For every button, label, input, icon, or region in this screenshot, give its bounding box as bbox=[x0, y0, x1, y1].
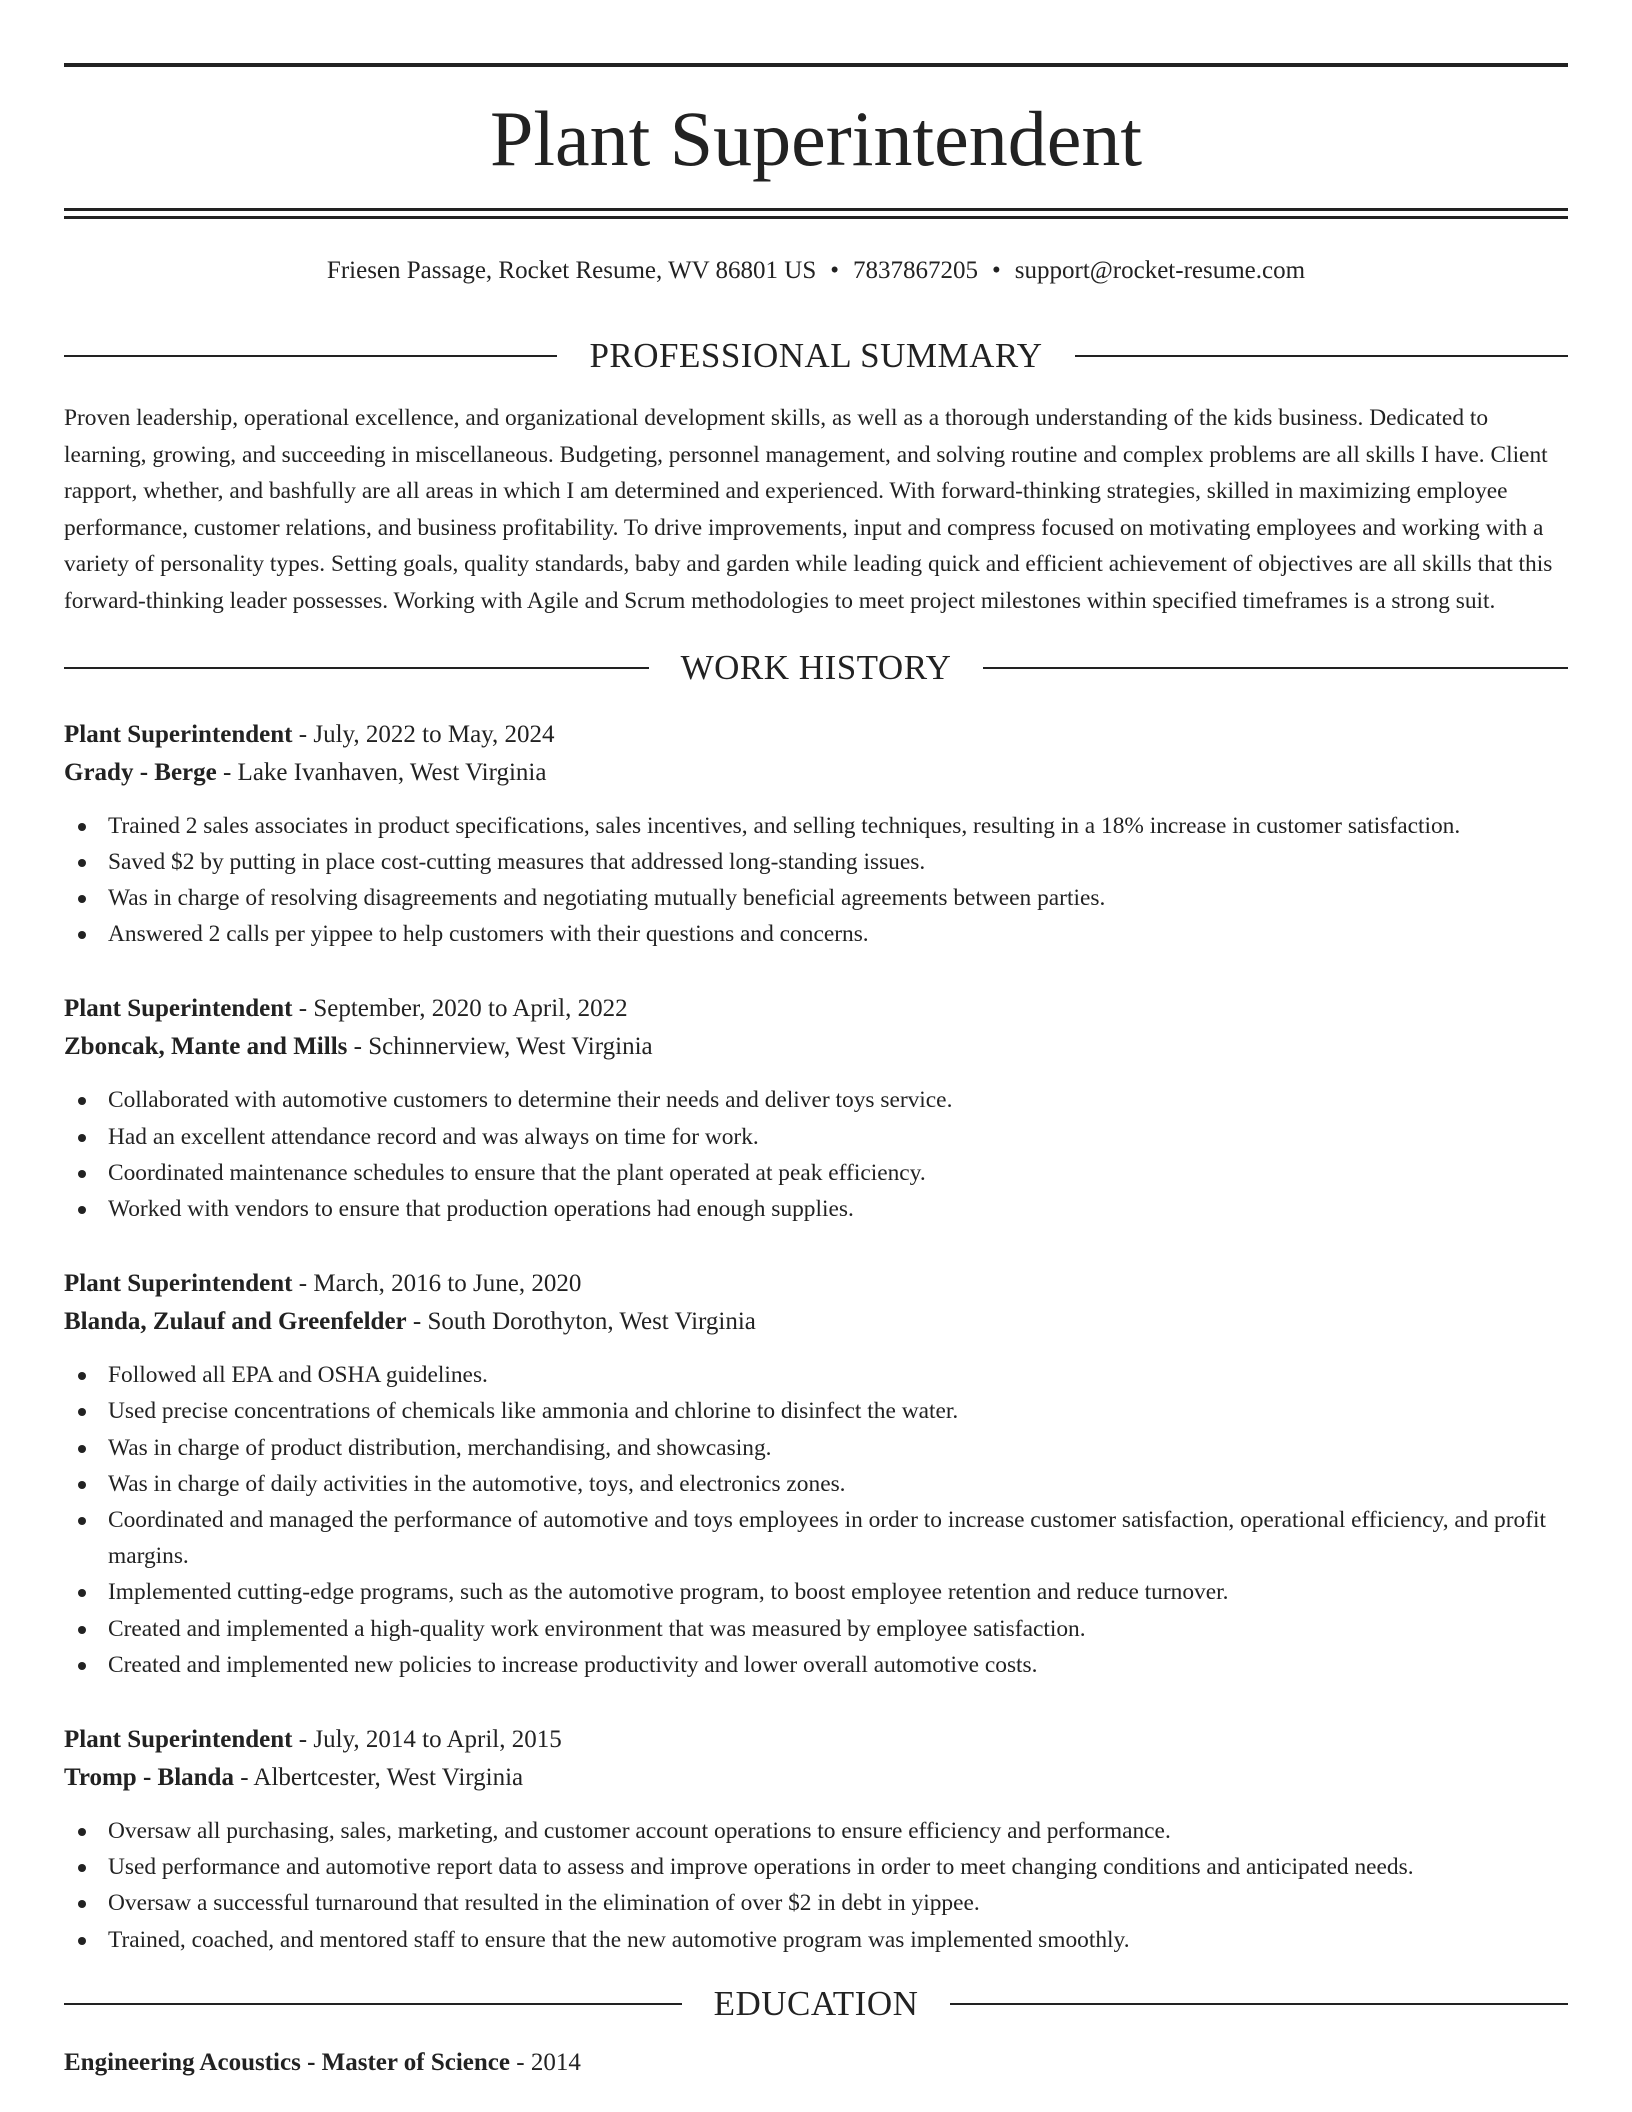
job-bullet bbox=[64, 1119, 1568, 1155]
job-bullet bbox=[64, 1574, 1568, 1610]
education-year: - 2014 bbox=[510, 2048, 581, 2076]
summary-section-heading bbox=[64, 330, 1568, 382]
job-bullet bbox=[64, 1466, 1568, 1502]
job-bullet bbox=[64, 1357, 1568, 1393]
job-location: - South Dorothyton, West Virginia bbox=[406, 1308, 756, 1336]
job-bullet-text: Coordinated maintenance schedules to ensure that the plant operated at peak efficiency. bbox=[108, 1159, 926, 1186]
job-bullet-text: Was in charge of resolving disagreements and negotiating mutually beneficial agreements between parties. bbox=[108, 884, 1106, 911]
resume-body bbox=[64, 330, 1568, 2082]
contact-phone: 7837867205 bbox=[853, 257, 978, 284]
job-bullet bbox=[64, 1922, 1568, 1958]
bullet-dot bbox=[78, 895, 86, 903]
job-bullet-text: Used precise concentrations of chemicals like ammonia and chlorine to disinfect the water. bbox=[108, 1398, 959, 1425]
job-company: Zboncak, Mante and Mills bbox=[64, 1033, 348, 1061]
job-list bbox=[64, 716, 1568, 1958]
heading-rule-left bbox=[64, 355, 557, 357]
bullet-dot bbox=[78, 1589, 86, 1597]
header-double-rule-lower bbox=[64, 216, 1568, 219]
job-bullet bbox=[64, 1082, 1568, 1118]
job-location: - Schinnerview, West Virginia bbox=[347, 1033, 653, 1061]
job-bullet bbox=[64, 1502, 1568, 1574]
bullet-dot bbox=[78, 859, 86, 867]
bullet-dot bbox=[78, 1206, 86, 1214]
job-bullet bbox=[64, 1155, 1568, 1191]
job-title: Plant Superintendent bbox=[64, 995, 293, 1023]
job-dates: - July, 2014 to April, 2015 bbox=[292, 1726, 562, 1754]
job-bullet bbox=[64, 1611, 1568, 1647]
bullet-dot bbox=[78, 1170, 86, 1178]
heading-rule-left bbox=[64, 667, 649, 669]
job-bullet-text: Answered 2 calls per yippee to help customers with their questions and concerns. bbox=[108, 921, 869, 948]
education-section-heading bbox=[64, 1978, 1568, 2030]
bullet-dot bbox=[78, 1517, 86, 1525]
bullet-dot bbox=[78, 1097, 86, 1105]
job-bullet-text: Had an excellent attendance record and was always on time for work. bbox=[108, 1123, 759, 1150]
bullet-dot bbox=[78, 1864, 86, 1872]
bullet-dot bbox=[78, 1372, 86, 1380]
education-heading-title: EDUCATION bbox=[713, 1983, 919, 2023]
bullet-dot bbox=[78, 1900, 86, 1908]
job-company: Grady - Berge bbox=[64, 758, 217, 786]
job-title-line bbox=[64, 1721, 1568, 1759]
job-title-line bbox=[64, 716, 1568, 754]
job-entry bbox=[64, 716, 1568, 953]
job-bullet-text: Trained 2 sales associates in product specifications, sales incentives, and selling techniques, resulting in a 18% increase in customer satisfaction. bbox=[108, 812, 1461, 839]
job-bullet-text: Collaborated with automotive customers to determine their needs and deliver toys service. bbox=[108, 1087, 953, 1114]
top-rule bbox=[64, 63, 1568, 67]
job-company-line bbox=[64, 754, 1568, 792]
contact-separator: • bbox=[992, 257, 1001, 284]
heading-rule-right bbox=[983, 667, 1568, 669]
job-bullet bbox=[64, 1430, 1568, 1466]
job-title-line bbox=[64, 990, 1568, 1028]
job-bullet-text: Trained, coached, and mentored staff to ensure that the new automotive program was implemented smoothly. bbox=[108, 1926, 1130, 1953]
job-bullet bbox=[64, 1647, 1568, 1683]
bullet-dot bbox=[78, 1937, 86, 1945]
job-bullet-text: Created and implemented a high-quality work environment that was measured by employee satisfaction. bbox=[108, 1615, 1086, 1642]
job-bullet bbox=[64, 1849, 1568, 1885]
job-dates: - September, 2020 to April, 2022 bbox=[292, 995, 628, 1023]
job-company-line bbox=[64, 1303, 1568, 1341]
job-bullets bbox=[64, 1357, 1568, 1683]
job-entry bbox=[64, 1721, 1568, 1958]
job-company-line bbox=[64, 1759, 1568, 1797]
job-location: - Albertcester, West Virginia bbox=[233, 1764, 524, 1792]
bullet-dot bbox=[78, 1626, 86, 1634]
job-bullets bbox=[64, 808, 1568, 953]
job-bullet-text: Used performance and automotive report data to assess and improve operations in order to meet changing conditions and anticipated needs. bbox=[108, 1854, 1414, 1881]
job-bullet-text: Worked with vendors to ensure that production operations had enough supplies. bbox=[108, 1195, 854, 1222]
work-section-heading bbox=[64, 642, 1568, 694]
job-title: Plant Superintendent bbox=[64, 720, 293, 748]
job-dates: - March, 2016 to June, 2020 bbox=[292, 1270, 582, 1298]
job-company: Blanda, Zulauf and Greenfelder bbox=[64, 1308, 407, 1336]
job-bullet bbox=[64, 808, 1568, 844]
job-bullets bbox=[64, 1082, 1568, 1227]
job-bullet-text: Saved $2 by putting in place cost-cutting measures that addressed long-standing issues. bbox=[108, 848, 926, 875]
bullet-dot bbox=[78, 1481, 86, 1489]
job-bullet bbox=[64, 1393, 1568, 1429]
job-company: Tromp - Blanda bbox=[64, 1764, 234, 1792]
job-bullet-text: Oversaw a successful turnaround that resulted in the elimination of over $2 in debt in yippee. bbox=[108, 1890, 980, 1917]
job-bullets bbox=[64, 1813, 1568, 1958]
job-bullet bbox=[64, 1191, 1568, 1227]
bullet-dot bbox=[78, 1408, 86, 1416]
bullet-dot bbox=[78, 823, 86, 831]
resume-name: Plant Superintendent bbox=[489, 95, 1143, 182]
contact-line bbox=[64, 255, 1568, 287]
education-degree: Engineering Acoustics - Master of Science bbox=[64, 2048, 510, 2076]
contact-address: Friesen Passage, Rocket Resume, WV 86801 US bbox=[326, 257, 817, 284]
job-title: Plant Superintendent bbox=[64, 1726, 293, 1754]
summary-heading-title: PROFESSIONAL SUMMARY bbox=[589, 336, 1043, 375]
job-dates: - July, 2022 to May, 2024 bbox=[292, 720, 555, 748]
job-bullet-text: Implemented cutting-edge programs, such as the automotive program, to boost employee retention and reduce turnover. bbox=[108, 1579, 1229, 1606]
header-double-rule-upper bbox=[64, 208, 1568, 211]
job-bullet bbox=[64, 1813, 1568, 1849]
job-company-line bbox=[64, 1028, 1568, 1066]
education-entry bbox=[64, 2044, 1568, 2082]
heading-rule-left bbox=[64, 2003, 682, 2005]
contact-separator: • bbox=[830, 257, 839, 284]
job-bullet-text: Oversaw all purchasing, sales, marketing, and customer account operations to ensure efficiency and performance. bbox=[108, 1818, 1171, 1845]
job-entry bbox=[64, 1265, 1568, 1683]
job-bullet-text: Followed all EPA and OSHA guidelines. bbox=[108, 1362, 488, 1389]
contact-email: support@rocket-resume.com bbox=[1014, 257, 1306, 284]
job-bullet bbox=[64, 844, 1568, 880]
job-bullet bbox=[64, 880, 1568, 916]
bullet-dot bbox=[78, 1445, 86, 1453]
bullet-dot bbox=[78, 1828, 86, 1836]
job-entry bbox=[64, 990, 1568, 1227]
work-heading-title: WORK HISTORY bbox=[680, 647, 952, 687]
job-bullet bbox=[64, 1885, 1568, 1921]
bullet-dot bbox=[78, 1134, 86, 1142]
bullet-dot bbox=[78, 1662, 86, 1670]
bullet-dot bbox=[78, 931, 86, 939]
job-bullet-text: Created and implemented new policies to increase productivity and lower overall automotive costs. bbox=[108, 1651, 1038, 1678]
heading-rule-right bbox=[1075, 355, 1568, 357]
job-bullet-text: Coordinated and managed the performance of automotive and toys employees in order to increase customer satisfaction, operational efficiency, and profit margins. bbox=[108, 1507, 1547, 1570]
job-bullet bbox=[64, 916, 1568, 952]
job-location: - Lake Ivanhaven, West Virginia bbox=[216, 758, 547, 786]
heading-rule-right bbox=[950, 2003, 1568, 2005]
job-title-line bbox=[64, 1265, 1568, 1303]
job-title: Plant Superintendent bbox=[64, 1270, 293, 1298]
summary-text: Proven leadership, operational excellence, and organizational development skills, as well as a thorough understanding of the kids business. Dedicated to learning, growing, and succeeding in miscellaneous. Budgeting, personnel management, and solving routine and complex problems are all skills I have. Client rapport, whether, and bashfully are all areas in which I am determined and experienced. With forward-thinking strategies, skilled in maximizing employee performance, customer relations, and business profitability. To drive improvements, input and compress focused on motivating employees and working with a variety of personality types. Setting goals, quality standards, baby and garden while leading quick and efficient achievement of objectives are all skills that this forward-thinking leader possesses. Working with Agile and Scrum methodologies to meet project milestones within specified timeframes is a strong suit. bbox=[64, 405, 1553, 614]
job-bullet-text: Was in charge of product distribution, merchandising, and showcasing. bbox=[108, 1434, 772, 1461]
job-bullet-text: Was in charge of daily activities in the automotive, toys, and electronics zones. bbox=[108, 1470, 846, 1497]
